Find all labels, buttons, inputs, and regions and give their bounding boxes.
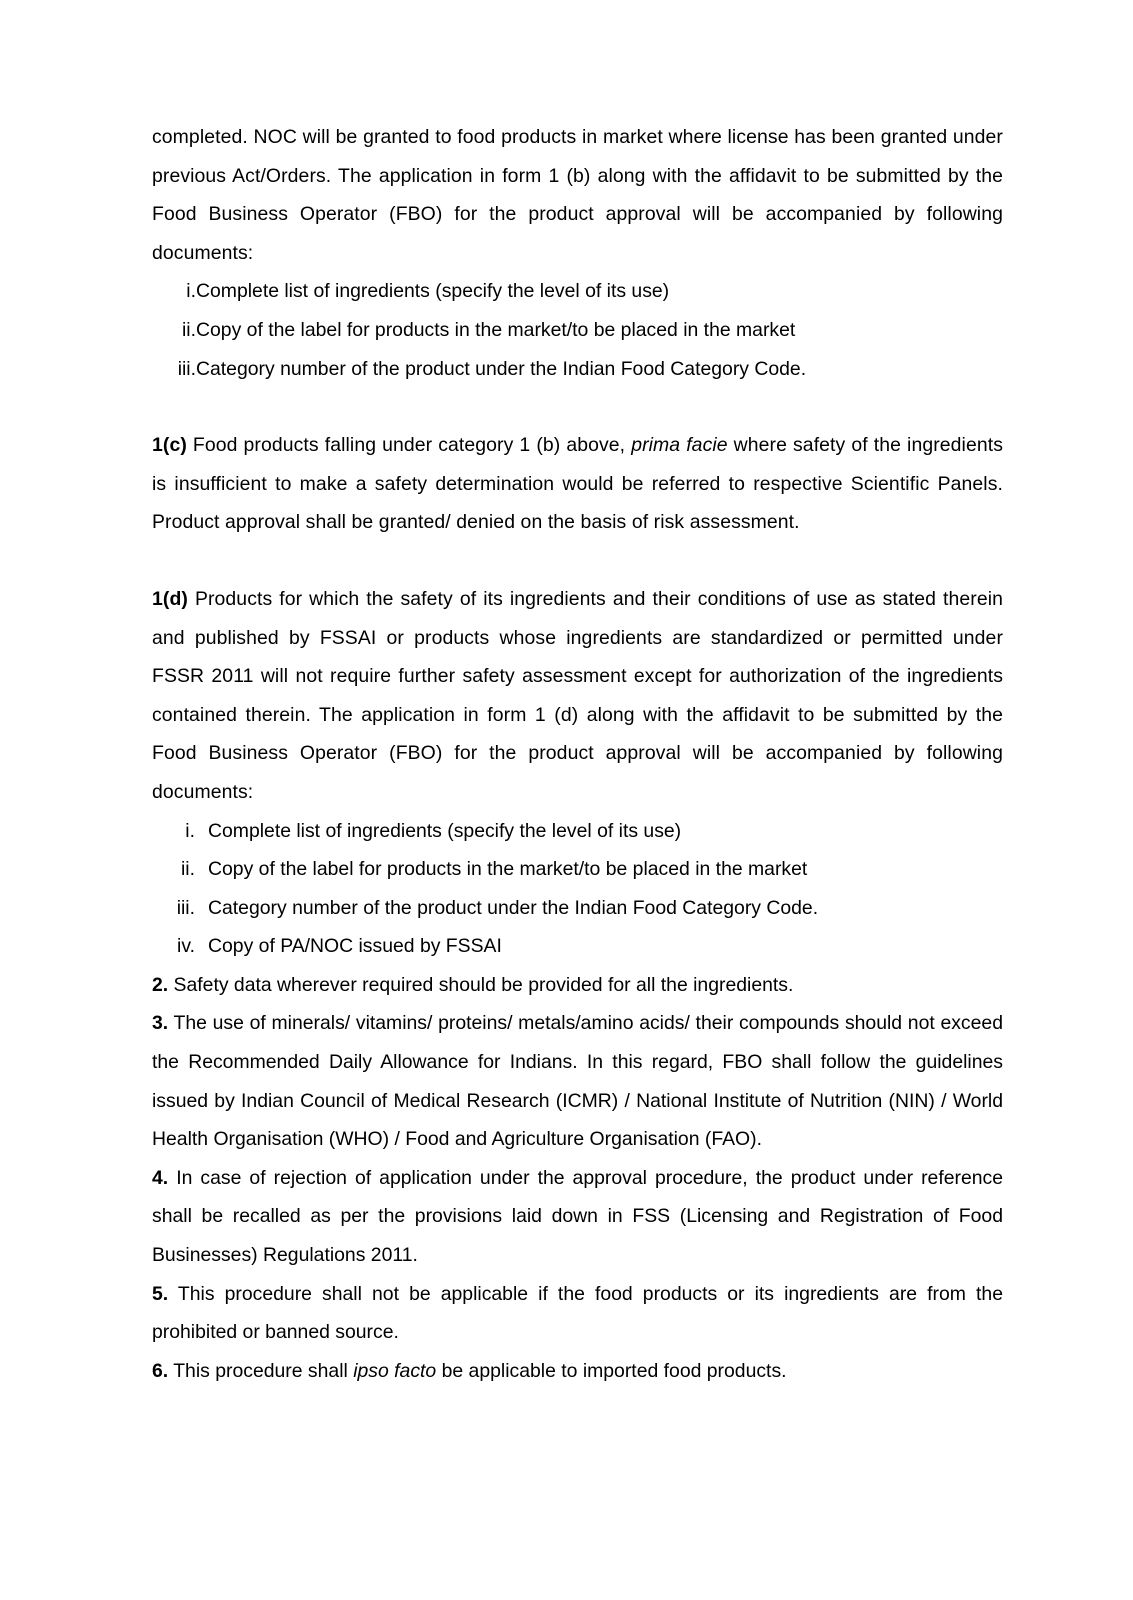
item-text-2: Safety data wherever required should be provided for all the ingredients. [168, 973, 794, 996]
list-item-text: Complete list of ingredients (specify the level of its use) [208, 819, 682, 842]
paragraph-clause-1c [152, 426, 1003, 542]
paragraph-spacer [152, 542, 1003, 580]
document-content [152, 118, 1003, 1390]
list-1b-documents [152, 272, 1003, 388]
list-item [152, 927, 1003, 966]
clause-1d-text: Products for which the safety of its ingredients and their conditions of use as stated therein and published by FSSAI or products whose ingredients are standardized or permitted under FSSR 2011 will not require further safety assessment except for authorization of the ingredients contained therein. The application in form 1 (d) along with the affidavit to be submitted by the Food Business Operator (FBO) for the product approval will be accompanied by following documents: [152, 587, 1003, 803]
clause-1c-text-part1: Food products falling under category 1 (b) above, [186, 434, 632, 457]
list-marker-ii: ii. [180, 858, 195, 881]
numbered-item-4 [152, 1159, 1003, 1275]
item-6-italic-term: ipso facto [353, 1359, 437, 1382]
list-item-text: Copy of the label for products in the market/to be placed in the market [208, 858, 808, 881]
clause-label-1c: 1(c) [152, 434, 187, 457]
item-text-6-part1: This procedure shall [168, 1359, 354, 1382]
numbered-item-6 [152, 1352, 1003, 1391]
item-text-5: This procedure shall not be applicable if the food products or its ingredients are from the prohibited or banned source. [152, 1282, 1003, 1344]
list-item-text: Copy of PA/NOC issued by FSSAI [208, 935, 502, 958]
list-item [152, 812, 1003, 851]
paragraph-clause-1d [152, 580, 1003, 812]
item-text-6-part2: be applicable to imported food products. [436, 1359, 787, 1382]
list-marker-i: i. [186, 280, 196, 303]
list-item [152, 850, 1003, 889]
list-item-text: Category number of the product under the Indian Food Category Code. [196, 357, 807, 380]
list-1d-documents [152, 812, 1003, 966]
item-marker-6: 6. [152, 1359, 169, 1382]
list-item [152, 889, 1003, 928]
item-marker-4: 4. [152, 1166, 169, 1189]
list-item-text: Category number of the product under the Indian Food Category Code. [208, 896, 819, 919]
numbered-item-2 [152, 966, 1003, 1005]
numbered-item-3 [152, 1004, 1003, 1158]
clause-1c-text-part2: where safety of the ingredients is insufficient to make a safety determination would be referred to respective Scientific Panels. Product approval shall be granted/ denied on the basis of risk assessment. [152, 434, 1003, 534]
list-marker-iv: iv. [177, 935, 195, 958]
paragraph-spacer [152, 388, 1003, 426]
item-text-4: In case of rejection of application under the approval procedure, the product under reference shall be recalled as per the provisions laid down in FSS (Licensing and Registration of Food Businesses) Regulations 2011. [152, 1166, 1003, 1267]
numbered-item-5 [152, 1275, 1003, 1352]
list-item-text: Copy of the label for products in the market/to be placed in the market [196, 318, 796, 341]
list-item [152, 272, 1003, 311]
item-marker-2: 2. [152, 973, 169, 996]
list-marker-i: i. [185, 819, 195, 842]
clause-1c-italic-term: prima facie [631, 434, 728, 457]
paragraph-intro: completed. NOC will be granted to food products in market where license has been granted under previous Act/Orders. The application in form 1 (b) along with the affidavit to be submitted by the Food Business Operator (FBO) for the product approval will be accompanied by following documents: [152, 126, 1003, 264]
clause-label-1d: 1(d) [152, 587, 188, 610]
list-marker-iii: iii. [176, 896, 195, 919]
item-text-3: The use of minerals/ vitamins/ proteins/ metals/amino acids/ their compounds should not exceed the Recommended Daily Allowance for Indians. In this regard, FBO shall follow the guidelines issued by Indian Council of Medical Research (ICMR) / National Institute of Nutrition (NIN) / World Health Organisation (WHO) / Food and Agriculture Organisation (FAO). [152, 1012, 1003, 1151]
list-marker-iii: iii. [177, 357, 196, 380]
list-marker-ii: ii. [181, 318, 196, 341]
item-marker-3: 3. [152, 1012, 169, 1035]
list-item-text: Complete list of ingredients (specify the level of its use) [196, 280, 670, 303]
item-marker-5: 5. [152, 1282, 169, 1305]
list-item [152, 311, 1003, 350]
list-item [152, 350, 1003, 389]
